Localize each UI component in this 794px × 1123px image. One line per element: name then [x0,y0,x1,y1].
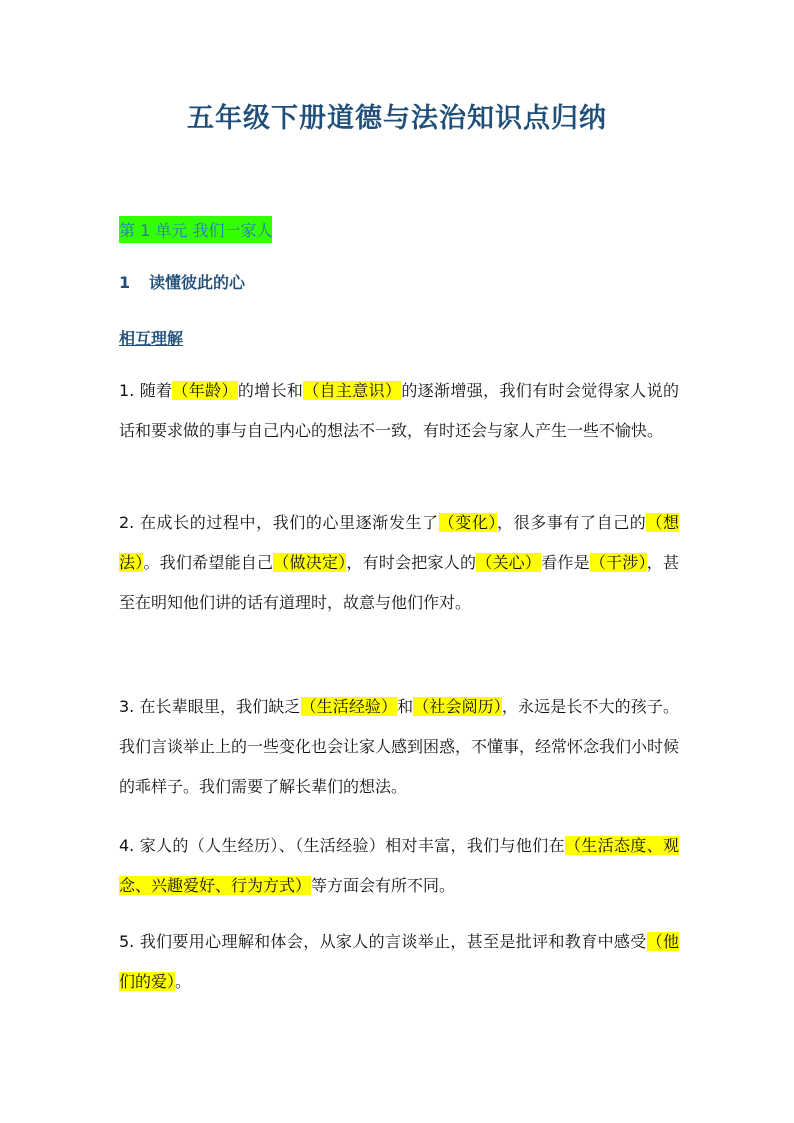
paragraph-text: 。 [175,972,192,991]
paragraph-text: 1. 随着 [119,381,173,400]
lesson-title: 读懂彼此的心 [149,273,246,292]
paragraph-text: 看作是 [541,553,590,572]
highlighted-answer: （年龄） [172,381,238,400]
paragraph-text: 的增长和 [237,381,304,400]
section-heading: 相互理解 [119,329,184,348]
highlighted-answer: （想法） [119,513,679,572]
highlighted-answer: （干涉） [589,553,647,572]
paragraph-text: ，永远是长不大的孩子。我们言谈举止上的一些变化也会让家人感到困惑，不懂事，经常怀念我们小时候的乖样子。我们需要了解长辈们的想法。 [119,697,680,796]
highlighted-answer: （社会阅历） [413,697,502,716]
paragraph-2 [119,503,679,623]
highlighted-answer: （变化） [438,513,498,532]
unit-heading: 第 1 单元 我们一家人 [119,216,272,243]
paragraph-5 [119,922,679,1002]
highlighted-answer: （生活态度、观念、兴趣爱好、行为方式） [119,836,679,895]
paragraph-3 [119,687,679,807]
paragraph-text: ，很多事有了自己的 [497,513,647,532]
paragraph-1 [119,371,679,451]
paragraph-text: 2. 在成长的过程中，我们的心里逐渐发生了 [119,513,439,532]
paragraph-text: ，有时会把家人的 [346,553,477,572]
paragraph-text: ，甚至在明知他们讲的话有道理时，故意与他们作对。 [119,553,679,612]
paragraph-text: 。我们希望能自己 [143,553,274,572]
paragraph-text: 3. 在长辈眼里，我们缺乏 [119,697,301,716]
highlighted-answer: （关心） [476,553,542,572]
paragraph-text: 5. 我们要用心理解和体会，从家人的言谈举止，甚至是批评和教育中感受 [119,932,647,951]
highlighted-answer: （做决定） [273,553,347,572]
paragraph-text: 和 [397,697,414,716]
lesson-number: 1 [119,273,131,292]
highlighted-answer: （他们的爱） [119,932,679,991]
paragraph-4 [119,826,679,906]
highlighted-answer: （自主意识） [303,381,402,400]
paragraph-text: 等方面会有所不同。 [311,876,456,895]
lesson-heading [119,270,245,293]
paragraph-text: 的逐渐增强，我们有时会觉得家人说的话和要求做的事与自己内心的想法不一致，有时还会与家人产生一些不愉快。 [119,381,679,440]
paragraph-text: 4. 家人的（人生经历）、（生活经验）相对丰富，我们与他们在 [119,836,565,855]
document-title: 五年级下册道德与法治知识点归纳 [187,103,607,134]
highlighted-answer: （生活经验） [300,697,398,716]
